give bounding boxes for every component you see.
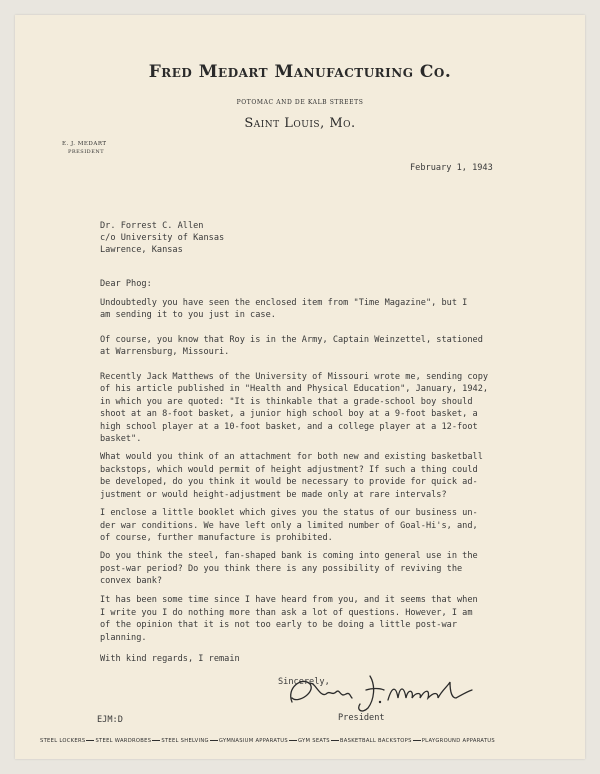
paragraph-line: Recently Jack Matthews of the University of Missouri wrote me, sending copy <box>100 372 489 382</box>
paragraph-line: planning. <box>100 633 147 643</box>
recipient-name: Dr. Forrest C. Allen <box>100 221 204 231</box>
typist-initials: EJM:D <box>97 715 123 725</box>
paragraph-line: der war conditions. We have left only a limited number of Goal-Hi's, and, <box>100 521 478 531</box>
company-city: Saint Louis, Mo. <box>244 116 356 131</box>
paragraph-line: I enclose a little booklet which gives you the status of our business un- <box>100 508 478 518</box>
president-title: PRESIDENT <box>68 149 105 155</box>
paragraph-line: in which you are quoted: "It is thinkable that a grade-school boy should <box>100 397 473 407</box>
signer-title: President <box>338 713 385 723</box>
recipient-city: Lawrence, Kansas <box>100 245 183 255</box>
company-address: POTOMAC AND DE KALB STREETS <box>236 99 364 106</box>
paragraph-line: convex bank? <box>100 576 163 586</box>
sincerely: Sincerely, <box>278 677 330 687</box>
paragraph-line: be developed, do you think it would be necessary to provide for quick ad- <box>100 477 478 487</box>
paragraph-line: high school player at a 10-foot basket, and a college player at a 12-foot <box>100 422 478 432</box>
paragraph-line: am sending it to you just in case. <box>100 310 276 320</box>
footer-item: STEEL LOCKERS <box>40 738 86 744</box>
company-name: Fred Medart Manufacturing Co. <box>148 62 452 82</box>
paragraph-line: shoot at an 8-foot basket, a junior high school boy at a 9-foot basket, a <box>100 409 478 419</box>
paragraph-line: post-war period? Do you think there is any possibility of reviving the <box>100 564 463 574</box>
paragraph-line: Undoubtedly you have seen the enclosed item from "Time Magazine", but I <box>100 298 468 308</box>
salutation: Dear Phog: <box>100 279 152 289</box>
president-name: E. J. MEDART <box>62 141 107 147</box>
footer-item: STEEL WARDROBES <box>95 738 152 744</box>
footer-product-list <box>40 738 570 744</box>
paragraph-line: backstops, which would permit of height adjustment? If such a thing could <box>100 465 478 475</box>
paragraph-line: basket". <box>100 434 142 444</box>
paragraph-line: justment or would height-adjustment be made only at rare intervals? <box>100 490 447 500</box>
paragraph-line: It has been some time since I have heard from you, and it seems that when <box>100 595 478 605</box>
footer-item: GYMNASIUM APPARATUS <box>218 738 288 744</box>
paragraph-line: Do you think the steel, fan-shaped bank is coming into general use in the <box>100 551 478 561</box>
paragraph-line: I write you I do nothing more than ask a lot of questions. However, I am <box>100 608 473 618</box>
closing: With kind regards, I remain <box>100 654 240 664</box>
paragraph-line: of his article published in "Health and Physical Education", January, 1942, <box>100 384 489 394</box>
paragraph-line: at Warrensburg, Missouri. <box>100 347 230 357</box>
recipient-org: c/o University of Kansas <box>100 233 225 243</box>
footer-item: GYM SEATS <box>297 738 330 744</box>
paragraph-line: of the opinion that it is not too early to be doing a little post-war <box>100 620 457 630</box>
handwritten-signature <box>280 668 500 718</box>
paragraph-line: of course, further manufacture is prohibited. <box>100 533 333 543</box>
footer-item: PLAYGROUND APPARATUS <box>421 738 496 744</box>
paragraph-line: Of course, you know that Roy is in the Army, Captain Weinzettel, stationed <box>100 335 483 345</box>
footer-item: STEEL SHELVING <box>161 738 209 744</box>
letter-date: February 1, 1943 <box>410 163 493 173</box>
footer-item: BASKETBALL BACKSTOPS <box>339 738 412 744</box>
paragraph-line: What would you think of an attachment for both new and existing basketball <box>100 452 483 462</box>
